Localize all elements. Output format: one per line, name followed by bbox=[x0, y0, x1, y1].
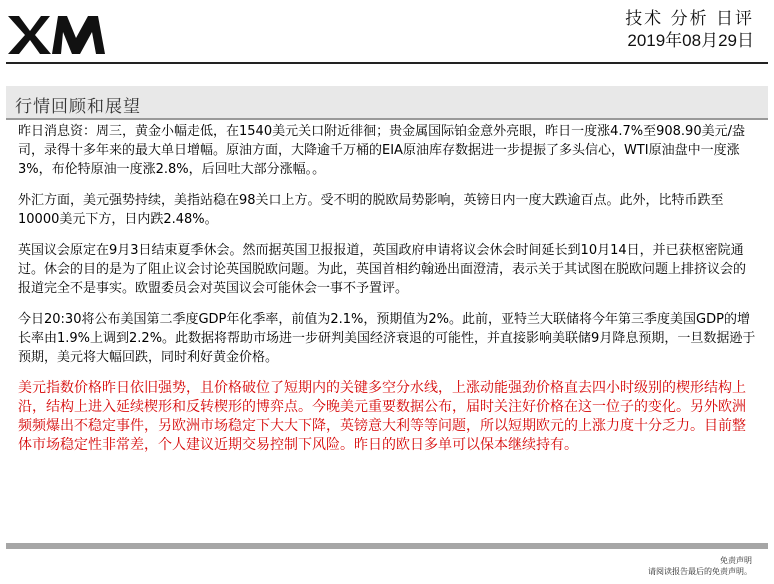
report-date: 2019年08月29日 bbox=[627, 31, 754, 50]
paragraph-forex: 外汇方面，美元强势持续，美指站稳在98关口上方。受不明的脱欧局势影响，英镑日内一度大跌逾百点。此外，比特币跌至10000美元下方，日内跌2.48%。 bbox=[18, 193, 724, 227]
paragraph-usd-analysis: 美元指数价格昨日依旧强势，且价格破位了短期内的关键多空分水线，上涨动能强劲价格直去四小时级别的楔形结构上沿，结构上进入延续楔形和反转楔形的博弈点。今晚美元重要数据公布，届时关注好价格在这一位子的变化。另外欧洲频频爆出不稳定事件，另欧洲市场稳定下大大下降，英镑意大利等等问题，所以短期欧元的上涨力度十分乏力。目前整体市场稳定性非常差，个人建议近期交易控制下风险。昨日的欧日多单可以保本继续持有。 bbox=[18, 380, 746, 453]
footer-divider bbox=[6, 543, 768, 549]
disclaimer-note bbox=[648, 555, 752, 577]
report-type: 技术 分析 日评 bbox=[625, 9, 754, 29]
paragraph-us-gdp: 今日20:30将公布美国第二季度GDP年化季率，前值为2.1%，预期值为2%。此前，亚特兰大联储将今年第三季度美国GDP的增长率由1.9%上调到2.2%。此数据将帮助市场进一步研判美国经济衰退的可能性，并直接影响美联储9月降息预期，一旦数据逊于预期，美元将大幅回跌，同时利好黄金价格。 bbox=[18, 312, 756, 365]
article-body bbox=[18, 122, 758, 467]
section-header bbox=[6, 86, 768, 120]
disclaimer-text: 请阅读报告最后的免责声明。 bbox=[648, 567, 752, 576]
report-header bbox=[625, 8, 754, 52]
header-divider bbox=[6, 62, 768, 64]
xm-logo-graphic bbox=[6, 12, 110, 56]
disclaimer-title: 免责声明 bbox=[720, 556, 752, 565]
xm-logo bbox=[6, 12, 110, 56]
paragraph-metals-oil: 昨日消息资：周三，黄金小幅走低，在1540美元关口附近徘徊；贵金属国际铂金意外亮眼，昨日一度涨4.7%至908.90美元/盎司，录得十多年来的最大单日增幅。原油方面，大降逾千万桶的EIA原油库存数据进一步提振了多头信心，WTI原油盘中一度涨3%，布伦特原油一度涨2.8%，后回吐大部分涨幅。。 bbox=[18, 124, 745, 177]
paragraph-uk-parliament: 英国议会原定在9月3日结束夏季休会。然而据英国卫报报道，英国政府申请将议会休会时间延长到10月14日，并已获枢密院通过。休会的目的是为了阻止议会讨论英国脱欧问题。为此，英国首相约翰逊出面澄清，表示关于其试图在脱欧问题上排挤议会的报道完全不是事实。欧盟委员会对英国议会可能休会一事不予置评。 bbox=[18, 243, 747, 296]
section-title: 行情回顾和展望 bbox=[15, 97, 141, 117]
